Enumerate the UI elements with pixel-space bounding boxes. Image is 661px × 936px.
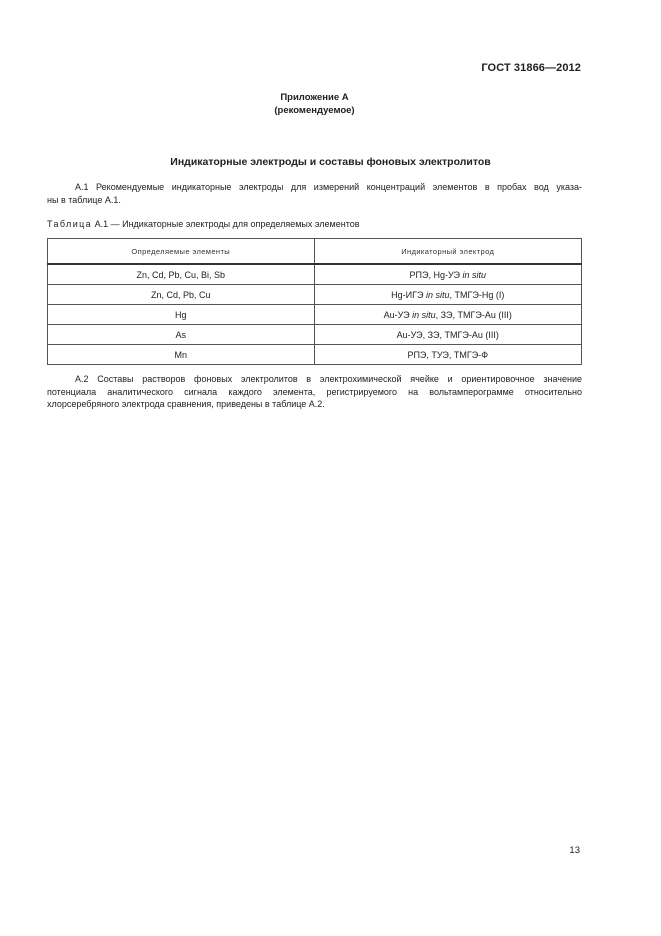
electrodes-table — [47, 238, 582, 365]
cell-elements: Zn, Cd, Pb, Cu, Bi, Sb — [48, 264, 315, 285]
paragraph-a2 — [47, 373, 582, 411]
standard-header: ГОСТ 31866—2012 — [481, 62, 581, 74]
column-header-elements: Определяемые элементы — [48, 239, 315, 265]
table-row — [48, 345, 582, 365]
section-title: Индикаторные электроды и составы фоновых электролитов — [170, 156, 491, 168]
table-caption-label: Таблица — [47, 219, 93, 229]
appendix-status: (рекомендуемое) — [274, 105, 355, 116]
paragraph-a2-line3: хлорсеребряного электрода сравнения, приведены в таблице А.2. — [47, 399, 325, 409]
cell-electrode: Au-УЭ in situ, ЗЭ, ТМГЭ-Au (III) — [314, 305, 582, 325]
cell-elements: As — [48, 325, 315, 345]
paragraph-a1-line2: ны в таблице А.1. — [47, 194, 121, 205]
appendix-title: Приложение А — [280, 92, 349, 103]
table-row — [48, 285, 582, 305]
table-row — [48, 264, 582, 285]
cell-electrode: РПЭ, ТУЭ, ТМГЭ-Ф — [314, 345, 582, 365]
table-caption — [47, 219, 360, 229]
table-header-row — [48, 239, 582, 265]
page-number: 13 — [569, 845, 580, 856]
paragraph-a1-line1: А.1 Рекомендуемые индикаторные электроды для измерений концентраций элементов в пробах вод указа- — [75, 182, 582, 192]
cell-electrode: РПЭ, Hg-УЭ in situ — [314, 264, 582, 285]
cell-elements: Hg — [48, 305, 315, 325]
cell-elements: Zn, Cd, Pb, Cu — [48, 285, 315, 305]
paragraph-a2-line2: потенциала аналитического сигнала каждого элемента, регистрируемого на вольтамперограмме относительно — [47, 386, 582, 397]
column-header-electrode: Индикаторный электрод — [314, 239, 582, 265]
table-row — [48, 305, 582, 325]
paragraph-a1 — [47, 181, 582, 206]
table-row — [48, 325, 582, 345]
paragraph-a2-line1: А.2 Составы растворов фоновых электролитов в электрохимической ячейке и ориентировочное значение — [75, 374, 582, 384]
table-caption-text: А.1 — Индикаторные электроды для определяемых элементов — [92, 219, 360, 229]
cell-electrode: Au-УЭ, ЗЭ, ТМГЭ-Au (III) — [314, 325, 582, 345]
cell-electrode: Hg-ИГЭ in situ, ТМГЭ-Hg (I) — [314, 285, 582, 305]
cell-elements: Mn — [48, 345, 315, 365]
